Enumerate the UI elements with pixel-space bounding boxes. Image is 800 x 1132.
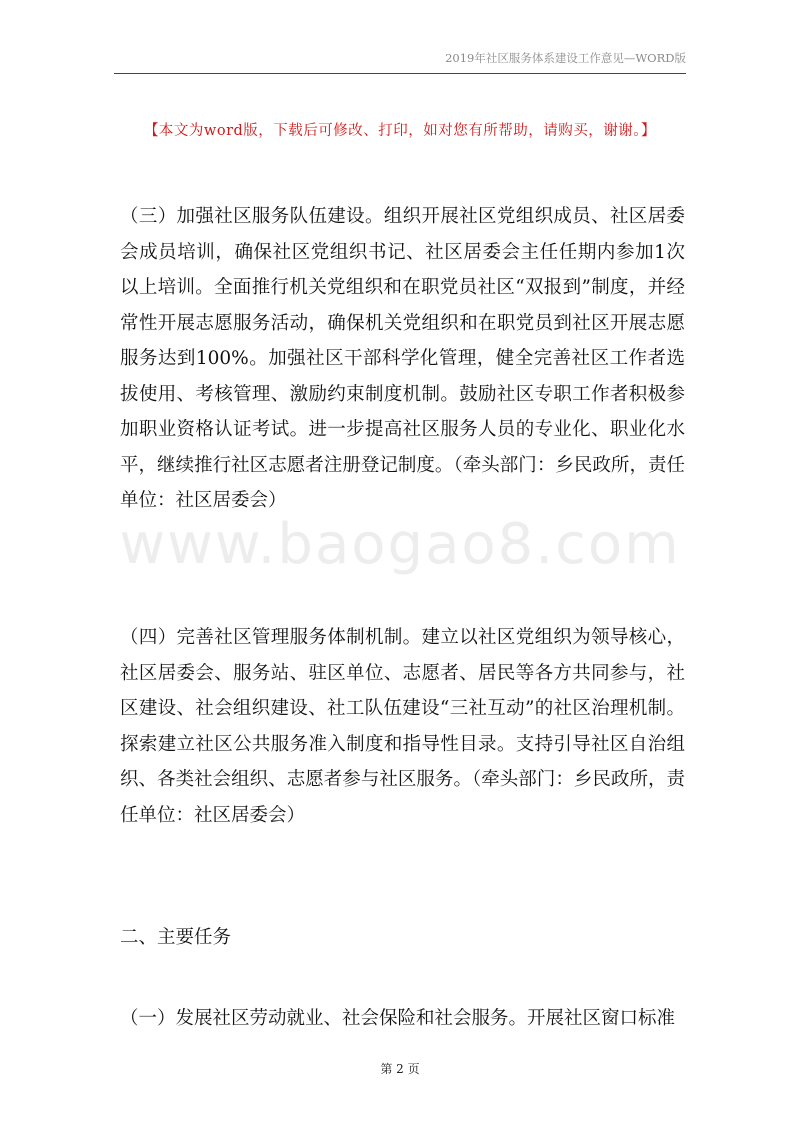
watermark: www.baogao8.com <box>119 512 681 577</box>
purchase-notice: 【本文为word版，下载后可修改、打印，如对您有所帮助，请购买，谢谢。】 <box>143 123 657 139</box>
section-heading-main-tasks: 二、主要任务 <box>120 927 232 948</box>
page-header: 2019年社区服务体系建设工作意见—WORD版 <box>445 51 686 65</box>
page-number: 第 2 页 <box>380 1062 420 1076</box>
paragraph-employment-services: （一）发展社区劳动就业、社会保险和社会服务。开展社区窗口标准 <box>120 1008 676 1029</box>
header-divider <box>114 73 686 74</box>
paragraph-team-building: （三）加强社区服务队伍建设。组织开展社区党组织成员、社区居委会成员培训，确保社区党组织书记、社区居委会主任任期内参加1次以上培训。全面推行机关党组织和在职党员社区“双报到”制度，并经常性开展志愿服务活动，确保机关党组织和在职党员到社区开展志愿服务达到100%。加强社区干部科学化管理，健全完善社区工作者选拔使用、考核管理、激励约束制度机制。鼓励社区专职工作者积极参加职业资格认证考试。进一步提高社区服务人员的专业化、职业化水平，继续推行社区志愿者注册登记制度。（牵头部门：乡民政所，责任单位：社区居委会） <box>120 206 685 511</box>
paragraph-management-mechanism: （四）完善社区管理服务体制机制。建立以社区党组织为领导核心，社区居委会、服务站、驻区单位、志愿者、居民等各方共同参与，社区建设、社会组织建设、社工队伍建设“三社互动”的社区治理机制。探索建立社区公共服务准入制度和指导性目录。支持引导社区自治组织、各类社会组织、志愿者参与社区服务。（牵头部门：乡民政所，责任单位：社区居委会） <box>120 627 685 826</box>
